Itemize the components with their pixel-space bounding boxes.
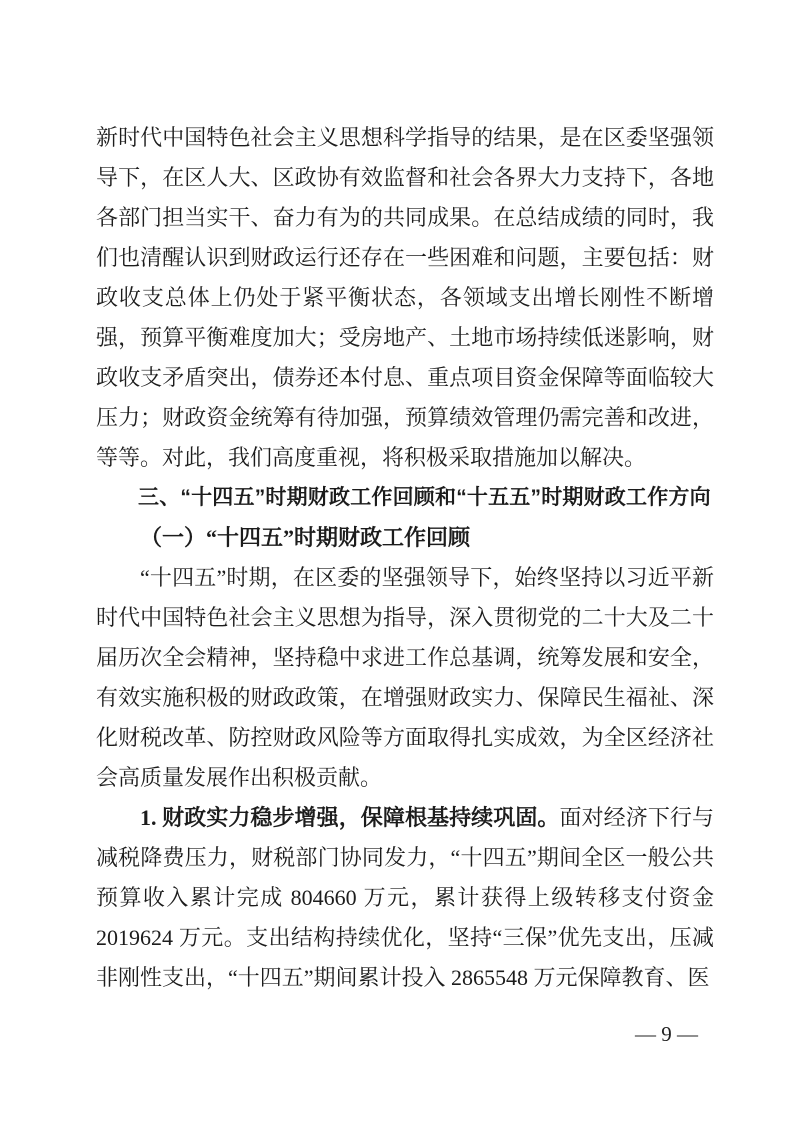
- paragraph: “十四五”时期，在区委的坚强领导下，始终坚持以习近平新时代中国特色社会主义思想为指导，深入贯彻党的二十大及二十届历次全会精神，坚持稳中求进工作总基调，统筹发展和安全，有效实施积极的财政政策，在增强财政实力、保障民生福祉、深化财税改革、防控财政风险等方面取得扎实成效，为全区经济社会高质量发展作出积极贡献。: [96, 565, 714, 790]
- item-body-text: 面对经济下行与减税降费压力，财税部门协同发力，“十四五”期间全区一般公共预算收入累计完成 804660 万元，累计获得上级转移支付资金 2019624 万元。支出结构持续优化，坚持“三保”优先支出，压减非刚性支出，“十四五”期间累计投入 2865548 万元保障教育、医: [96, 805, 714, 990]
- subsection-heading: （一）“十四五”时期财政工作回顾: [140, 525, 471, 550]
- paragraph-continuation: 新时代中国特色社会主义思想科学指导的结果，是在区委坚强领导下，在区人大、区政协有效监督和社会各界大力支持下，各地各部门担当实干、奋力有为的共同成果。在总结成绩的同时，我们也清醒认识到财政运行还存在一些困难和问题，主要包括：财政收支总体上仍处于紧平衡状态，各领域支出增长刚性不断增强，预算平衡难度加大；受房地产、土地市场持续低迷影响，财政收支矛盾突出，债券还本付息、重点项目资金保障等面临较大压力；财政资金统筹有待加强，预算绩效管理仍需完善和改进，等等。对此，我们高度重视，将积极采取措施加以解决。: [96, 125, 714, 470]
- page-number: — 9 —: [635, 1022, 698, 1046]
- document-body: [96, 118, 714, 998]
- item-lead-bold: 1. 财政实力稳步增强，保障根基持续巩固。: [140, 805, 560, 830]
- section-heading: 三、“十四五”时期财政工作回顾和“十五五”时期财政工作方向: [138, 486, 711, 509]
- paragraph: [96, 798, 714, 998]
